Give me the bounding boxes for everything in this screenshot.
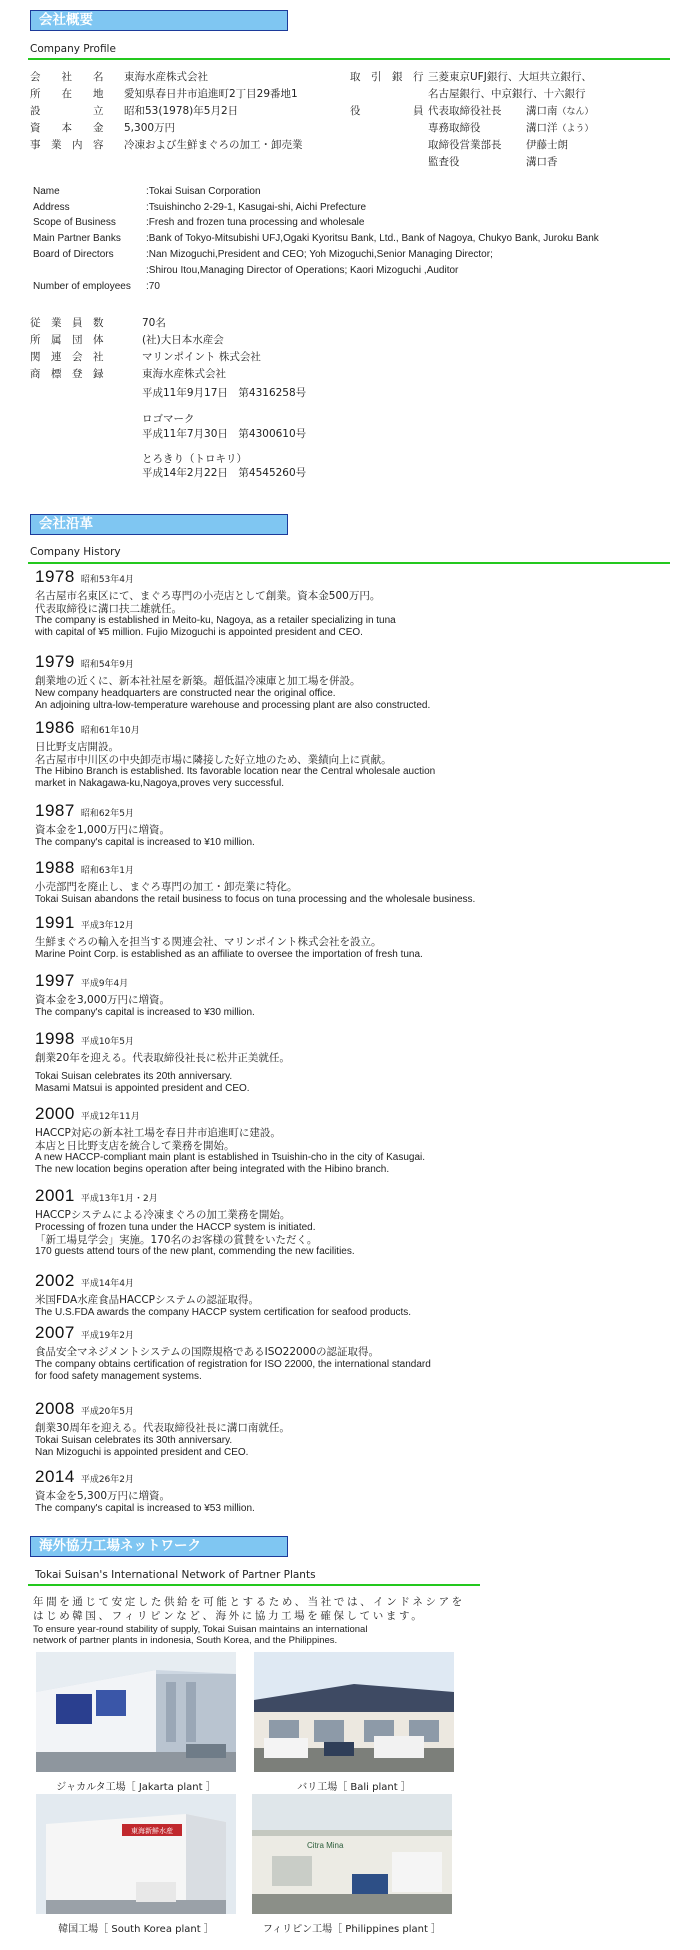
history-text-jp: 創業30周年を迎える。代表取締役社長に溝口南就任。 — [35, 1422, 290, 1434]
bank-line: 三菱東京UFJ銀行、大垣共立銀行、 — [428, 71, 592, 83]
network-rule — [28, 1584, 480, 1586]
jakarta-plant-photo — [36, 1652, 236, 1772]
en-value: :Fresh and frozen tuna processing and wholesale — [146, 217, 365, 228]
history-text-jp: 資本金を3,000万円に増資。 — [35, 994, 171, 1006]
officer-name: 溝口香 — [526, 156, 558, 168]
history-text-jp: 生鮮まぐろの輸入を担当する関連会社、マリンポイント株式会社を設立。 — [35, 936, 382, 948]
history-entry-heading — [35, 858, 675, 881]
history-text-en: The Hibino Branch is established. Its favorable location near the Central wholesale auction — [35, 766, 436, 777]
history-text-en: market in Nakagawa-ku,Nagoya,proves very successful. — [35, 778, 284, 789]
bank-label: 取 引 銀 行 — [350, 71, 424, 83]
south-korea-plant-photo — [36, 1794, 236, 1914]
en-value: :Tokai Suisan Corporation — [146, 186, 261, 197]
history-text-en: A new HACCP-compliant main plant is established in Tsuishin-cho in the city of Kasugai. — [35, 1152, 426, 1163]
officer-name: 溝口洋（よう） — [526, 122, 594, 134]
history-entry — [35, 801, 675, 849]
history-era-date: 平成13年1月・2月 — [80, 1194, 158, 1204]
history-entry — [35, 971, 675, 1019]
history-text-jp: 創業地の近くに、新本社社屋を新築。超低温冷凍庫と加工場を併設。 — [35, 675, 361, 687]
history-entry — [35, 1271, 675, 1319]
history-text-jp: 小売部門を廃止し、まぐろ専門の加工・卸売業に特化。 — [35, 881, 298, 893]
trademark-line: 平成11年7月30日 第4300610号 — [142, 428, 307, 440]
history-era-date: 昭和61年10月 — [80, 726, 140, 736]
history-text-en: Tokai Suisan celebrates its 30th anniversary. — [35, 1434, 233, 1446]
network-subheading: Tokai Suisan's International Network of Partner Plants — [35, 1569, 316, 1581]
history-text-en: The company's capital is increased to ¥10 million. — [35, 836, 255, 848]
history-entry-heading — [35, 1271, 675, 1294]
en-value: :Nan Mizoguchi,President and CEO; Yoh Mizoguchi,Senior Managing Director; — [146, 249, 493, 260]
history-text-jp: 米国FDA水産食品HACCPシステムの認証取得。 — [35, 1294, 259, 1306]
history-year: 2007 — [35, 1323, 75, 1342]
history-entry — [35, 913, 675, 961]
history-subheading: Company History — [30, 546, 121, 558]
jakarta-plant-caption: ジャカルタ工場［ Jakarta plant ］ — [56, 1782, 216, 1793]
history-text-en: Tokai Suisan abandons the retail business to focus on tuna processing and the wholesale business. — [35, 893, 476, 905]
philippines-plant-image — [252, 1794, 452, 1914]
history-era-date: 昭和54年9月 — [80, 660, 135, 670]
history-entry — [35, 858, 675, 906]
profile-rule — [28, 58, 670, 60]
history-text-en: An adjoining ultra-low-temperature warehouse and processing plant are also constructed. — [35, 699, 431, 711]
officer-title: 代表取締役社長 — [428, 105, 502, 117]
history-entry-heading — [35, 1399, 675, 1422]
en-label: Main Partner Banks — [33, 233, 121, 244]
history-year: 2001 — [35, 1186, 75, 1205]
history-entry — [35, 1399, 675, 1459]
en-label: Number of employees — [33, 281, 131, 292]
history-year: 2008 — [35, 1399, 75, 1418]
jp-row: 従 業 員 数 70名 — [30, 317, 166, 329]
history-era-date: 昭和63年1月 — [80, 866, 135, 876]
history-entry — [35, 567, 675, 639]
history-text-jp: 本店と日比野支店を統合して業務を開始。 — [35, 1139, 235, 1152]
jp-row: 関 連 会 社 マリンポイント 株式会社 — [30, 351, 261, 363]
history-entry — [35, 1186, 675, 1258]
history-text-jp: HACCPシステムによる冷凍まぐろの加工業務を開始。 — [35, 1209, 291, 1221]
intro-jp-line: 年間を通じて安定した供給を可能とするため、当社では、インドネシアを — [33, 1596, 465, 1608]
trademark-name: ロゴマーク — [142, 413, 195, 425]
history-era-date: 平成10年5月 — [80, 1037, 135, 1047]
history-entry — [35, 1029, 675, 1095]
history-era-date: 平成26年2月 — [80, 1475, 135, 1485]
history-year: 1997 — [35, 971, 75, 990]
history-year: 1986 — [35, 718, 75, 737]
history-text-en: Processing of frozen tuna under the HACCP system is initiated. — [35, 1221, 316, 1233]
history-entry-heading — [35, 1186, 675, 1209]
profile-subheading: Company Profile — [30, 43, 116, 55]
philippines-plant-caption: フィリピン工場［ Philippines plant ］ — [262, 1924, 442, 1935]
en-value: :Tsuishincho 2-29-1, Kasugai-shi, Aichi Prefecture — [146, 202, 367, 213]
trademark-name: とろきり（トロキリ） — [142, 453, 247, 465]
jakarta-plant-image — [36, 1652, 236, 1772]
history-era-date: 昭和53年4月 — [80, 575, 135, 585]
history-entry — [35, 1104, 675, 1176]
history-entry-heading — [35, 567, 675, 590]
history-entry-heading — [35, 913, 675, 936]
history-entry-heading — [35, 652, 675, 675]
history-text-jp: 名古屋市中川区の中央卸売市場に隣接した好立地のため、業績向上に貢献。 — [35, 753, 392, 766]
history-entry — [35, 652, 675, 712]
history-text-en: Marine Point Corp. is established as an affiliate to oversee the importation of fresh tuna. — [35, 948, 423, 960]
history-rule — [28, 562, 670, 564]
south-korea-plant-caption: 韓国工場［ South Korea plant ］ — [58, 1924, 214, 1935]
history-text-en: with capital of ¥5 million. Fujio Mizoguchi is appointed president and CEO. — [35, 627, 363, 638]
history-year: 2014 — [35, 1467, 75, 1486]
history-text-jp: 日比野支店開設。 — [35, 741, 119, 753]
history-era-date: 昭和62年5月 — [80, 809, 135, 819]
history-entry-heading — [35, 971, 675, 994]
history-year: 2000 — [35, 1104, 75, 1123]
history-text-jp: 食品安全マネジメントシステムの国際規格であるISO22000の認証取得。 — [35, 1346, 380, 1358]
en-label: Name — [33, 186, 60, 197]
history-era-date: 平成19年2月 — [80, 1331, 135, 1341]
history-text-en: The company obtains certification of registration for ISO 22000, the international standard — [35, 1358, 431, 1370]
officer-name: 溝口南（なん） — [526, 105, 594, 117]
history-era-date: 平成20年5月 — [80, 1407, 135, 1417]
history-entry-heading — [35, 1467, 675, 1490]
bali-plant-photo — [254, 1652, 454, 1772]
history-entry-heading — [35, 718, 675, 741]
history-entry-heading — [35, 1323, 675, 1346]
history-text-jp: 資本金を1,000万円に増資。 — [35, 824, 171, 836]
history-entry-heading — [35, 1104, 675, 1127]
history-text-jp: 名古屋市名東区にて、まぐろ専門の小売店として創業。資本金500万円。 — [35, 590, 381, 602]
officer-title: 監査役 — [428, 156, 460, 168]
history-text-en: for food safety management systems. — [35, 1370, 202, 1382]
profile-heading: 会社概要 — [30, 10, 288, 31]
bali-plant-caption: バリ工場［ Bali plant ］ — [297, 1782, 411, 1793]
history-era-date: 平成3年12月 — [80, 921, 135, 931]
en-label: Scope of Business — [33, 217, 116, 228]
history-heading: 会社沿革 — [30, 514, 288, 535]
history-entry-heading — [35, 1029, 675, 1052]
history-era-date: 平成9年4月 — [80, 979, 129, 989]
history-year: 1979 — [35, 652, 75, 671]
intro-en-line: To ensure year-round stability of supply, Tokai Suisan maintains an international — [33, 1624, 368, 1635]
history-text-en: The U.S.FDA awards the company HACCP system certification for seafood products. — [35, 1306, 412, 1318]
history-text-en: Tokai Suisan celebrates its 20th anniversary. — [35, 1070, 233, 1082]
bali-plant-image — [254, 1652, 454, 1772]
south-korea-plant-image — [36, 1794, 236, 1914]
history-year: 1987 — [35, 801, 75, 820]
history-text-en: The company's capital is increased to ¥30 million. — [35, 1006, 255, 1018]
history-text-en: Nan Mizoguchi is appointed president and CEO. — [35, 1446, 249, 1458]
history-text-en: The company's capital is increased to ¥53 million. — [35, 1502, 255, 1514]
history-year: 2002 — [35, 1271, 75, 1290]
history-text-jp: HACCP対応の新本社工場を春日井市追進町に建設。 — [35, 1127, 281, 1139]
philippines-plant-sign: Citra Mina — [307, 1841, 344, 1850]
history-year: 1988 — [35, 858, 75, 877]
history-text-en: The new location begins operation after being integrated with the Hibino branch. — [35, 1164, 390, 1175]
intro-en-line: network of partner plants in indonesia, South Korea, and the Philippines. — [33, 1635, 338, 1646]
history-text-en: 170 guests attend tours of the new plant, commending the new facilities. — [35, 1246, 355, 1257]
philippines-plant-photo — [252, 1794, 452, 1914]
en-value: :Shirou Itou,Managing Director of Operations; Kaori Mizoguchi ,Auditor — [146, 265, 459, 276]
history-text-jp: 資本金を5,300万円に増資。 — [35, 1490, 171, 1502]
history-text-jp: 「新工場見学会」実施。170名のお客様の賞賛をいただく。 — [35, 1233, 318, 1246]
jp-row: 所 属 団 体 (社)大日本水産会 — [30, 334, 224, 346]
korea-plant-sign: 東海新鮮水産 — [131, 1827, 173, 1835]
en-label: Address — [33, 202, 70, 213]
history-entry — [35, 1323, 675, 1383]
history-year: 1991 — [35, 913, 75, 932]
officer-title: 取締役営業部長 — [428, 139, 502, 151]
history-year: 1978 — [35, 567, 75, 586]
officer-title: 専務取締役 — [428, 122, 481, 134]
history-entry-heading — [35, 801, 675, 824]
bank-line: 名古屋銀行、中京銀行、十六銀行 — [428, 88, 586, 100]
history-text-en: The company is established in Meito-ku, Nagoya, as a retailer specializing in tuna — [35, 615, 396, 626]
en-label: Board of Directors — [33, 249, 114, 260]
history-text-jp: 代表取締役に溝口扶二雄就任。 — [35, 602, 182, 615]
history-text-en: New company headquarters are constructed near the original office. — [35, 687, 336, 699]
network-heading: 海外協力工場ネットワーク — [30, 1536, 288, 1557]
trademark-line: 平成11年9月17日 第4316258号 — [142, 387, 307, 399]
officer-label: 役 員 — [350, 105, 424, 117]
history-entry — [35, 718, 675, 790]
history-era-date: 平成12年11月 — [80, 1112, 140, 1122]
jp-row: 商 標 登 録 東海水産株式会社 — [30, 368, 226, 380]
trademark-line: 平成14年2月22日 第4545260号 — [142, 467, 307, 479]
history-entry — [35, 1467, 675, 1515]
officer-name: 伊藤士朗 — [526, 139, 568, 151]
history-text-jp: 創業20年を迎える。代表取締役社長に松井正美就任。 — [35, 1052, 290, 1064]
history-year: 1998 — [35, 1029, 75, 1048]
en-value: :70 — [146, 281, 160, 292]
intro-jp-line: はじめ韓国、フィリピンなど、海外に協力工場を確保しています。 — [33, 1610, 425, 1622]
en-value: :Bank of Tokyo-Mitsubishi UFJ,Ogaki Kyoritsu Bank, Ltd., Bank of Nagoya, Chukyo Bank, Juroku Bank — [146, 233, 599, 244]
history-era-date: 平成14年4月 — [80, 1279, 135, 1289]
history-text-en: Masami Matsui is appointed president and CEO. — [35, 1082, 250, 1094]
